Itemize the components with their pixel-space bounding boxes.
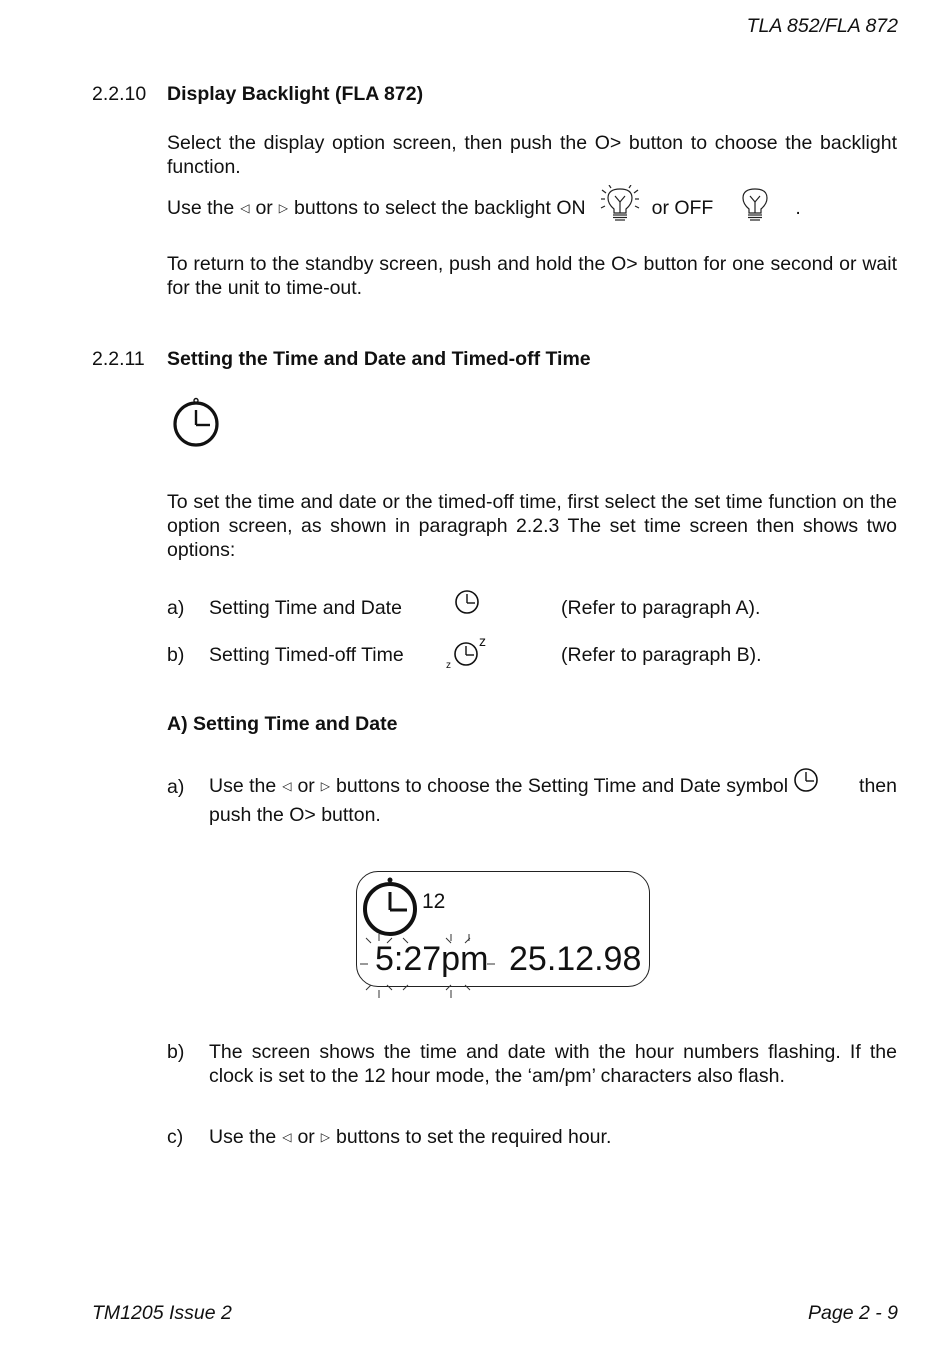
right-triangle-icon: ▷ bbox=[278, 201, 289, 215]
backlight-text-1: Use the bbox=[167, 197, 235, 219]
backlight-select-line bbox=[167, 188, 801, 228]
option-b-label: Setting Timed-off Time bbox=[209, 644, 404, 666]
section-title-2210: Display Backlight (FLA 872) bbox=[167, 83, 424, 105]
option-a-ref: (Refer to paragraph A). bbox=[561, 597, 761, 619]
option-b-letter: b) bbox=[167, 644, 185, 666]
right-triangle-icon: ▷ bbox=[320, 1130, 331, 1144]
backlight-text-2: or bbox=[255, 197, 273, 219]
header-doc-id: TLA 852/FLA 872 bbox=[746, 15, 898, 37]
step-a-line-1 bbox=[209, 766, 897, 806]
left-triangle-icon: ◁ bbox=[282, 779, 292, 793]
step-a-text-4: then bbox=[859, 775, 897, 797]
section-title-2211: Setting the Time and Date and Timed-off Time bbox=[167, 348, 591, 370]
step-c-text-2: or bbox=[297, 1126, 315, 1148]
bulb-on-icon bbox=[598, 185, 642, 231]
footer-page-number: Page 2 - 9 bbox=[808, 1302, 898, 1324]
right-triangle-icon: ▷ bbox=[320, 779, 331, 793]
step-a-text-2: or bbox=[297, 775, 315, 797]
large-clock-icon bbox=[170, 396, 222, 455]
backlight-text-3: buttons to select the backlight ON bbox=[294, 197, 586, 219]
step-b-letter: b) bbox=[167, 1041, 185, 1063]
bulb-off-icon bbox=[739, 185, 771, 231]
clock-icon bbox=[453, 588, 483, 621]
clock-sleep-icon bbox=[444, 634, 494, 677]
lcd-date: 25.12.98 bbox=[509, 940, 642, 978]
section-number-2211: 2.2.11 bbox=[92, 348, 145, 370]
option-a-label: Setting Time and Date bbox=[209, 597, 402, 619]
step-a-text-3: buttons to choose the Setting Time and Date symbol bbox=[336, 775, 789, 797]
step-c-line bbox=[209, 1117, 611, 1157]
step-a-text-1: Use the bbox=[209, 775, 277, 797]
step-c-letter: c) bbox=[167, 1126, 184, 1148]
footer-issue: TM1205 Issue 2 bbox=[92, 1302, 232, 1324]
lcd-mode: 12 bbox=[422, 890, 446, 913]
step-c-text-3: buttons to set the required hour. bbox=[336, 1126, 612, 1148]
backlight-paragraph-3: To return to the standby screen, push and hold the O> button for one second or wait for the unit to time-out. bbox=[167, 253, 897, 299]
set-time-paragraph: To set the time and date or the timed-off time, first select the set time function on the option screen, as shown in paragraph 2.2.3 The set time screen then shows two options: bbox=[167, 491, 897, 561]
step-a-letter: a) bbox=[167, 776, 185, 798]
option-b-ref: (Refer to paragraph B). bbox=[561, 644, 762, 666]
backlight-paragraph-1: Select the display option screen, then push the O> button to choose the backlight function. bbox=[167, 132, 897, 178]
lcd-time: 5:27pm bbox=[375, 940, 489, 978]
backlight-text-4: or OFF bbox=[651, 197, 714, 219]
step-b-text: The screen shows the time and date with the hour numbers flashing. If the clock is set to the 12 hour mode, the ‘am/pm’ characters also flash. bbox=[209, 1041, 897, 1087]
lcd-display bbox=[356, 871, 650, 987]
step-c-text-1: Use the bbox=[209, 1126, 277, 1148]
left-triangle-icon: ◁ bbox=[282, 1130, 292, 1144]
lcd-clock-icon bbox=[361, 874, 421, 938]
option-a-letter: a) bbox=[167, 597, 185, 619]
svg-text:z: z bbox=[446, 660, 451, 671]
subsection-title-a: A) Setting Time and Date bbox=[167, 713, 398, 735]
left-triangle-icon: ◁ bbox=[240, 201, 250, 215]
svg-text:z: z bbox=[479, 634, 486, 649]
step-a-line-2: push the O> button. bbox=[209, 804, 381, 826]
clock-icon bbox=[792, 766, 822, 800]
section-number-2210: 2.2.10 bbox=[92, 83, 147, 105]
backlight-text-5: . bbox=[795, 197, 801, 219]
